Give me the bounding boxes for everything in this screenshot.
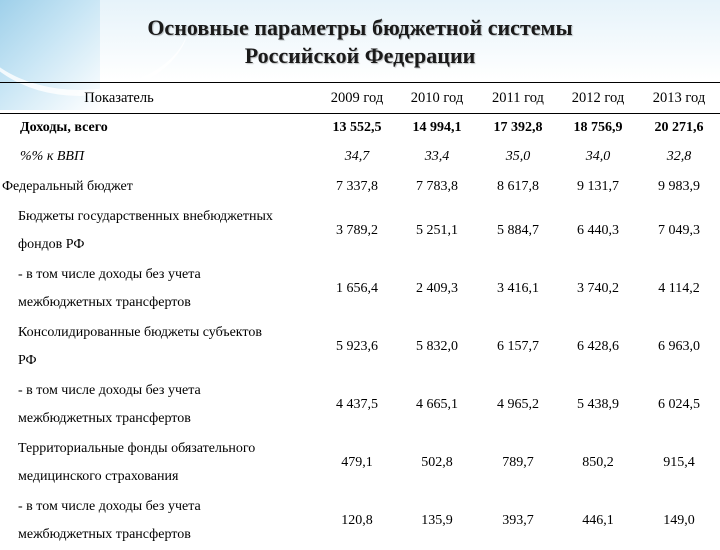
row-label: Консолидированные бюджеты субъектов РФ bbox=[18, 324, 262, 368]
cell-value: 7 337,8 bbox=[336, 178, 378, 194]
cell-value: 5 884,7 bbox=[497, 222, 539, 238]
cell-value: 4 665,1 bbox=[416, 396, 458, 412]
cell-value: 6 428,6 bbox=[577, 338, 619, 354]
header-label: Показатель bbox=[0, 83, 318, 114]
cell-value: 4 114,2 bbox=[658, 280, 700, 296]
cell-value: 135,9 bbox=[421, 512, 453, 528]
cell-value: 915,4 bbox=[663, 454, 695, 470]
cell-value: 13 552,5 bbox=[318, 114, 396, 142]
cell-value: 9 131,7 bbox=[577, 178, 619, 194]
header-year: 2012 год bbox=[558, 83, 638, 114]
cell-value: 7 783,8 bbox=[416, 178, 458, 194]
title-line-1: Основные параметры бюджетной системы bbox=[147, 15, 573, 40]
cell-value: 6 157,7 bbox=[497, 338, 539, 354]
cell-value: 17 392,8 bbox=[478, 114, 558, 142]
table-row bbox=[0, 142, 720, 172]
row-label: Территориальные фонды обязательного медицинского страхования bbox=[18, 440, 256, 484]
header-year: 2011 год bbox=[478, 83, 558, 114]
cell-value: 3 740,2 bbox=[577, 280, 619, 296]
row-label: Бюджеты государственных внебюджетных фондов РФ bbox=[18, 208, 273, 252]
cell-value: 5 832,0 bbox=[416, 338, 458, 354]
cell-value: 6 024,5 bbox=[658, 396, 700, 412]
row-label: Федеральный бюджет bbox=[2, 178, 133, 194]
cell-value: 3 416,1 bbox=[497, 280, 539, 296]
cell-value: 5 438,9 bbox=[577, 396, 619, 412]
cell-value: 850,2 bbox=[582, 454, 614, 470]
cell-value: 35,0 bbox=[505, 148, 531, 164]
cell-value: 446,1 bbox=[582, 512, 614, 528]
cell-value: 149,0 bbox=[663, 512, 695, 528]
cell-value: 120,8 bbox=[341, 512, 373, 528]
cell-value: 20 271,6 bbox=[638, 114, 720, 142]
cell-value: 393,7 bbox=[502, 512, 534, 528]
table-header-row bbox=[0, 83, 720, 114]
cell-value: 502,8 bbox=[421, 454, 453, 470]
cell-value: 4 965,2 bbox=[497, 396, 539, 412]
budget-table bbox=[0, 82, 720, 550]
table-row bbox=[0, 260, 720, 318]
row-label: - в том числе доходы без учета межбюджетных трансфертов bbox=[18, 382, 201, 426]
row-label: Доходы, всего bbox=[0, 114, 318, 142]
cell-value: 5 251,1 bbox=[416, 222, 458, 238]
cell-value: 34,0 bbox=[585, 148, 611, 164]
slide-title bbox=[0, 14, 720, 70]
cell-value: 4 437,5 bbox=[336, 396, 378, 412]
title-line-2: Российской Федерации bbox=[244, 43, 476, 68]
cell-value: 18 756,9 bbox=[558, 114, 638, 142]
header-year: 2013 год bbox=[638, 83, 720, 114]
cell-value: 5 923,6 bbox=[336, 338, 378, 354]
cell-value: 7 049,3 bbox=[658, 222, 700, 238]
row-label: - в том числе доходы без учета межбюджетных трансфертов bbox=[18, 266, 201, 310]
cell-value: 3 789,2 bbox=[336, 222, 378, 238]
table-row bbox=[0, 318, 720, 376]
table-row bbox=[0, 434, 720, 492]
header-year: 2009 год bbox=[318, 83, 396, 114]
cell-value: 33,4 bbox=[424, 148, 450, 164]
cell-value: 32,8 bbox=[666, 148, 692, 164]
row-label: %% к ВВП bbox=[20, 148, 85, 164]
table-row bbox=[0, 172, 720, 202]
table-row bbox=[0, 376, 720, 434]
cell-value: 6 440,3 bbox=[577, 222, 619, 238]
table-row bbox=[0, 114, 720, 142]
cell-value: 789,7 bbox=[502, 454, 534, 470]
table-row bbox=[0, 492, 720, 550]
cell-value: 34,7 bbox=[344, 148, 370, 164]
cell-value: 2 409,3 bbox=[416, 280, 458, 296]
cell-value: 8 617,8 bbox=[497, 178, 539, 194]
row-label: - в том числе доходы без учета межбюджетных трансфертов bbox=[18, 498, 201, 542]
cell-value: 6 963,0 bbox=[658, 338, 700, 354]
header-year: 2010 год bbox=[396, 83, 478, 114]
cell-value: 14 994,1 bbox=[396, 114, 478, 142]
cell-value: 479,1 bbox=[341, 454, 373, 470]
table-row bbox=[0, 202, 720, 260]
cell-value: 1 656,4 bbox=[336, 280, 378, 296]
cell-value: 9 983,9 bbox=[658, 178, 700, 194]
